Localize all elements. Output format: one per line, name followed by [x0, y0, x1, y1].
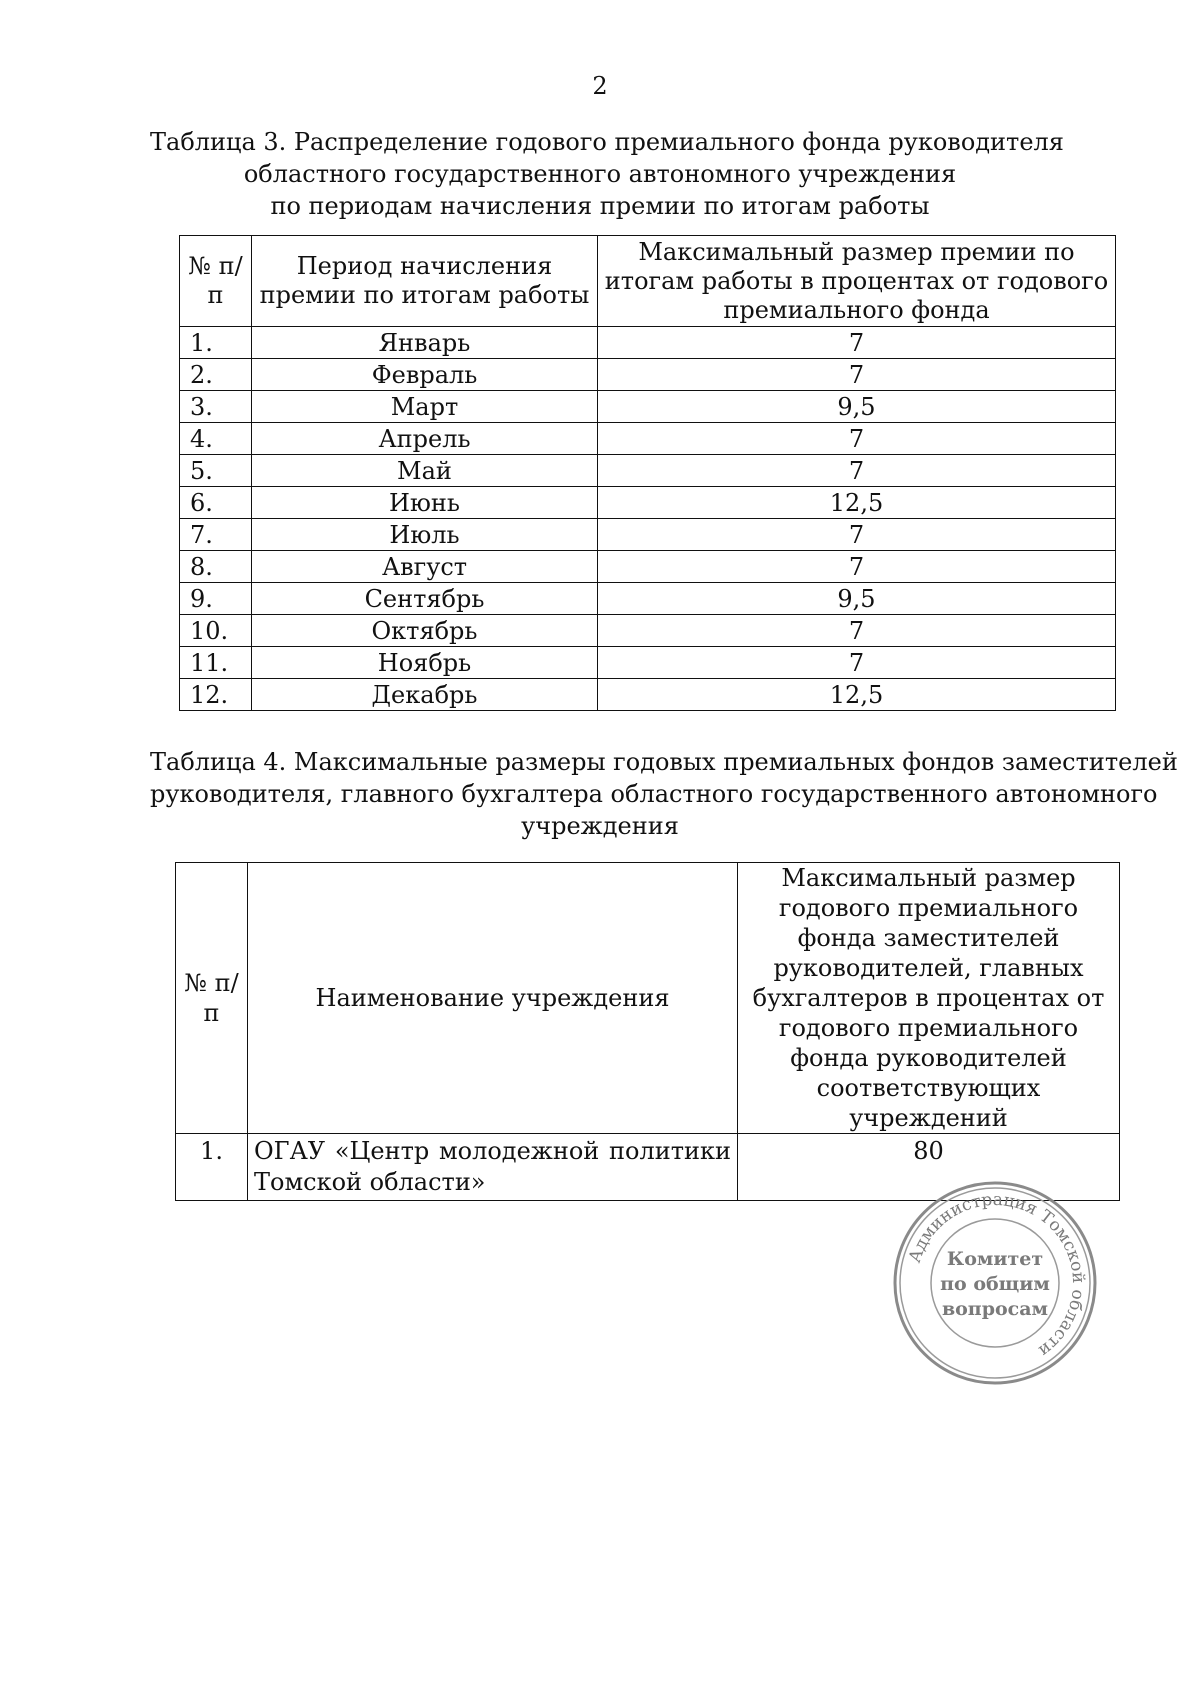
table3-header-num: № п/п: [180, 236, 252, 327]
table4-deputy-funds: [175, 862, 1120, 1201]
official-seal-stamp: [890, 1178, 1100, 1388]
page-number: 2: [592, 72, 608, 100]
table-row: [180, 519, 1116, 551]
row-percent: 7: [598, 327, 1116, 359]
stamp-center-line: по общим: [940, 1273, 1050, 1295]
row-period: Ноябрь: [252, 647, 598, 679]
row-percent: 7: [598, 359, 1116, 391]
table-row: [180, 327, 1116, 359]
table-row: [180, 423, 1116, 455]
row-number: 5.: [180, 455, 252, 487]
table3-caption-line: Таблица 3. Распределение годового премиального фонда руководителя: [150, 128, 1064, 156]
row-percent: 7: [598, 455, 1116, 487]
table-row: [180, 487, 1116, 519]
row-number: 1.: [180, 327, 252, 359]
table-row: [180, 583, 1116, 615]
stamp-center-line: Комитет: [946, 1248, 1044, 1270]
row-period: Май: [252, 455, 598, 487]
row-number: 1.: [176, 1134, 248, 1201]
table4-caption: [150, 746, 1178, 842]
row-percent: 12,5: [598, 487, 1116, 519]
table4-caption-line: учреждения: [521, 812, 679, 840]
table3-header-percent: Максимальный размер премии по итогам работы в процентах от годового премиального фонда: [598, 236, 1116, 327]
row-percent: 7: [598, 647, 1116, 679]
row-percent: 7: [598, 551, 1116, 583]
row-percent: 80: [738, 1134, 1120, 1201]
row-number: 4.: [180, 423, 252, 455]
row-period: Октябрь: [252, 615, 598, 647]
table4-header-num: № п/п: [176, 863, 248, 1134]
table3-caption: [150, 126, 1064, 222]
row-percent: 7: [598, 615, 1116, 647]
table4-caption-line: руководителя, главного бухгалтера областного государственного автономного: [150, 780, 1158, 808]
table-row: [180, 679, 1116, 711]
row-number: 6.: [180, 487, 252, 519]
table4-header-percent: Максимальный размер годового премиального фонда заместителей руководителей, главных бухгалтеров в процентах от годового премиального фонда руководителей соответствующих учреждений: [738, 863, 1120, 1134]
table3-caption-line: по периодам начисления премии по итогам работы: [270, 192, 930, 220]
table4-header-row: [176, 863, 1120, 1134]
table3-header-period: Период начисления премии по итогам работы: [252, 236, 598, 327]
row-period: Март: [252, 391, 598, 423]
row-number: 2.: [180, 359, 252, 391]
row-period: Июнь: [252, 487, 598, 519]
table4-header-name: Наименование учреждения: [248, 863, 738, 1134]
table-row: [180, 647, 1116, 679]
row-institution-name: ОГАУ «Центр молодежной политики Томской области»: [248, 1134, 738, 1201]
row-number: 7.: [180, 519, 252, 551]
row-percent: 9,5: [598, 391, 1116, 423]
row-number: 11.: [180, 647, 252, 679]
row-number: 3.: [180, 391, 252, 423]
row-period: Апрель: [252, 423, 598, 455]
row-number: 9.: [180, 583, 252, 615]
table3-caption-line: областного государственного автономного учреждения: [243, 160, 957, 188]
row-period: Январь: [252, 327, 598, 359]
row-percent: 7: [598, 423, 1116, 455]
row-percent: 12,5: [598, 679, 1116, 711]
row-number: 8.: [180, 551, 252, 583]
table3-header-row: [180, 236, 1116, 327]
row-number: 10.: [180, 615, 252, 647]
table-row: [180, 455, 1116, 487]
row-period: Июль: [252, 519, 598, 551]
table-row: [180, 551, 1116, 583]
table4-caption-line: Таблица 4. Максимальные размеры годовых премиальных фондов заместителей: [150, 748, 1178, 776]
stamp-ring-text: Администрация Томской области: [905, 1189, 1089, 1361]
row-number: 12.: [180, 679, 252, 711]
table-row: [180, 615, 1116, 647]
row-percent: 7: [598, 519, 1116, 551]
row-percent: 9,5: [598, 583, 1116, 615]
stamp-center-line: вопросам: [941, 1298, 1049, 1320]
table-row: [180, 359, 1116, 391]
row-period: Декабрь: [252, 679, 598, 711]
row-period: Август: [252, 551, 598, 583]
row-period: Сентябрь: [252, 583, 598, 615]
table-row: [180, 391, 1116, 423]
table3-bonus-distribution: [179, 235, 1116, 711]
row-period: Февраль: [252, 359, 598, 391]
